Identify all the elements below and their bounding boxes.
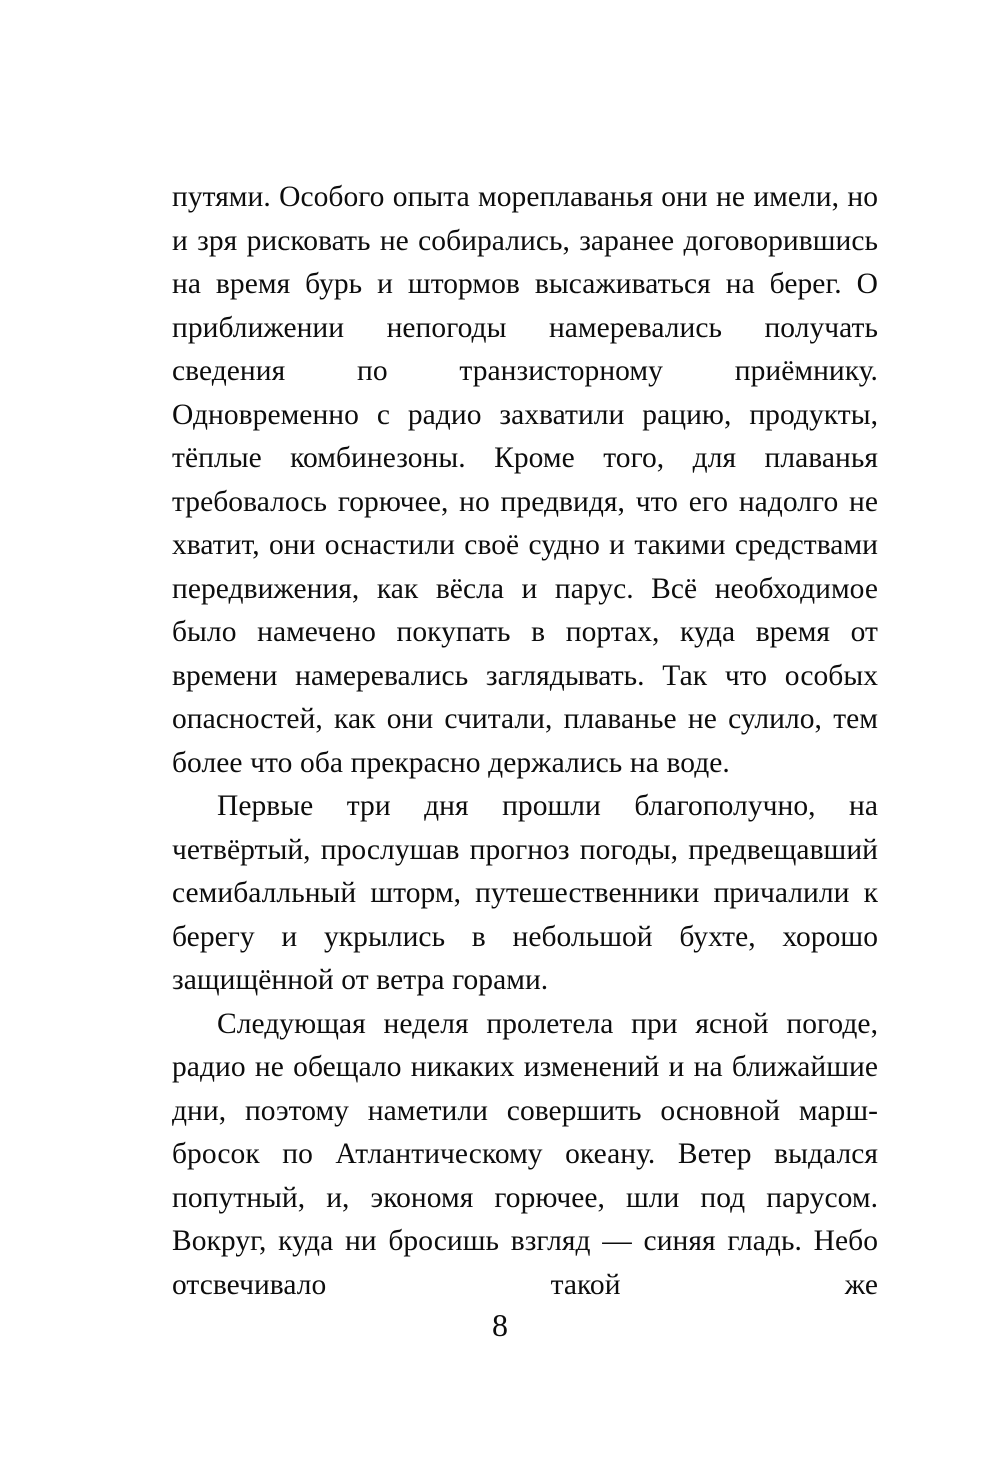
paragraph-next-week: Следующая неделя пролетела при ясной погоде, радио не обещало никаких изменений и на ближайшие дни, поэтому наметили совершить основной марш-бросок по Атлантическому океану. Ветер выдался попутный, и, экономя горючее, шли под парусом. Вокруг, куда ни бросишь взгляд — синяя гладь. Небо отсвечивало такой же (172, 1007, 878, 1301)
page-number: 8 (492, 1307, 508, 1343)
page-text-block (172, 176, 878, 1351)
paragraph-continued: путями. Особого опыта мореплаванья они не имели, но и зря рисковать не собирались, заранее договорившись на время бурь и штормов высаживаться на берег. О приближении непогоды намеревались получать сведения по транзисторному приёмнику. Одновременно с радио захватили рацию, продукты, тёплые комбинезоны. Кроме того, для плаванья требовалось горючее, но предвидя, что его надолго не хватит, они оснастили своё судно и такими средствами передвижения, как вёсла и парус. Всё необходимое было намечено покупать в портах, куда время от времени намеревались заглядывать. Так что особых опасностей, как они считали, плаванье не сулило, тем более что оба прекрасно держались на воде. (172, 181, 878, 779)
paragraph-first-three-days: Первые три дня прошли благополучно, на четвёртый, прослушав прогноз погоды, предвещавший семибалльный шторм, путешественники причалили к берегу и укрылись в небольшой бухте, хорошо защищённой от ветра горами. (172, 790, 878, 996)
